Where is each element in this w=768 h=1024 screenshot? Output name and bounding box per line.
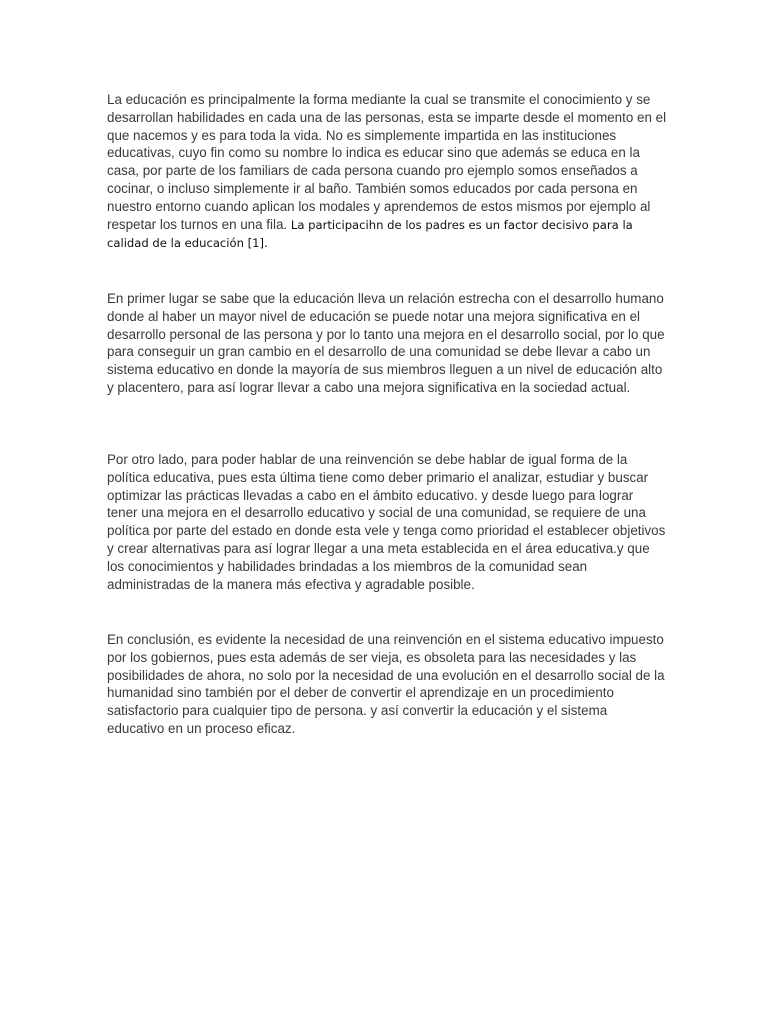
paragraph-policy: Por otro lado, para poder hablar de una reinvención se debe hablar de igual forma de la política educativa, pues esta última tiene como deber primario el analizar, estudiar y buscar optimizar las prácticas llevadas a cabo en el ámbito educativo. y desde luego para lograr tener una mejora en el desarrollo educativo y social de una comunidad, se requiere de una política por parte del estado en donde esta vele y tenga como prioridad el establecer objetivos y crear alternativas para así lograr llegar a una meta establecida en el área educativa.y que los conocimientos y habilidades brindadas a los miembros de la comunidad sean administradas de la manera más efectiva y agradable posible. bbox=[107, 452, 666, 592]
inline-citation-quote: La participacihn de los padres es un factor decisivo para la calidad de la educación [1]. bbox=[107, 217, 633, 251]
paragraph-conclusion: En conclusión, es evidente la necesidad de una reinvención en el sistema educativo impuesto por los gobiernos, pues esta además de ser vieja, es obsoleta para las necesidades y las posibilidades de ahora, no solo por la necesidad de una evolución en el desarrollo social de la humanidad sino también por el deber de convertir el aprendizaje en un procedimiento satisfactorio para cualquier tipo de persona. y así convertir la educación y el sistema educativo en un proceso eficaz. bbox=[107, 632, 665, 736]
paragraph-intro-text: La educación es principalmente la forma mediante la cual se transmite el conocimiento y se desarrollan habilidades en cada una de las personas, esta se imparte desde el momento en el que nacemos y es para toda la vida. No es simplemente impartida en las instituciones educativas, cuyo fin como su nombre lo indica es educar sino que además se educa en la casa, por parte de los familiars de cada persona cuando pro ejemplo somos enseñados a cocinar, o incluso simplemente ir al baño. También somos educados por cada persona en nuestro entorno cuando aplican los modales y aprendemos de estos mismos por ejemplo al respetar los turnos en una fila. bbox=[107, 92, 667, 232]
paragraph-intro bbox=[107, 91, 667, 253]
paragraph-development: En primer lugar se sabe que la educación lleva un relación estrecha con el desarrollo humano donde al haber un mayor nivel de educación se puede notar una mejora significativa en el desarrollo personal de las persona y por lo tanto una mejora en el desarrollo social, por lo que para conseguir un gran cambio en el desarrollo de una comunidad se debe llevar a cabo un sistema educativo en donde la mayoría de sus miembros lleguen a un nivel de educación alto y placentero, para así lograr llevar a cabo una mejora significativa en la sociedad actual. bbox=[107, 291, 665, 395]
